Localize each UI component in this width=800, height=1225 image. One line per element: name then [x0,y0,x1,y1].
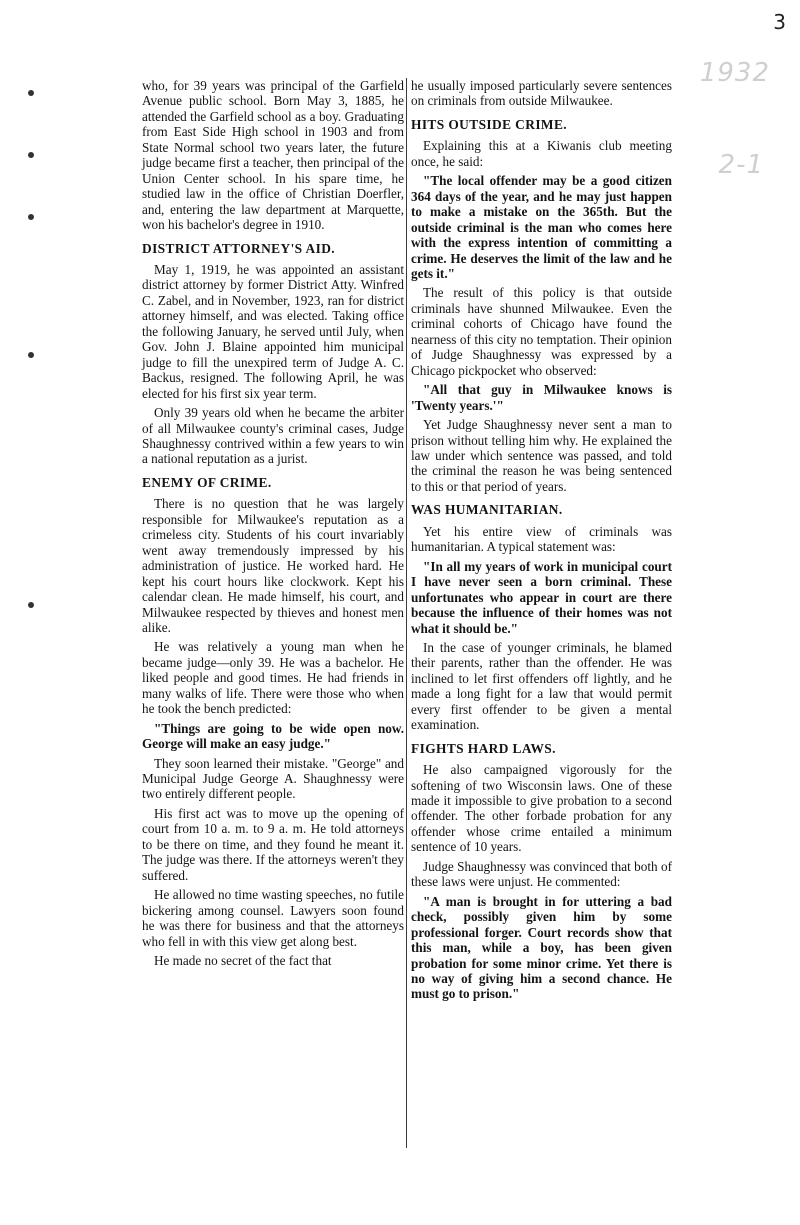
article-paragraph: Only 39 years old when he became the arbiter of all Milwaukee county's criminal cases, Judge Shaughnessy contrived within a few years to win a national reputation as a jurist. [142,405,404,467]
punch-hole-mark [28,602,34,608]
article-paragraph: His first act was to move up the opening of court from 10 a. m. to 9 a. m. He told attorneys to be there on time, and they found he meant it. The judge was there. If the attorneys weren't they suffered. [142,805,404,883]
punch-hole-mark [28,352,34,358]
article-paragraph: Yet Judge Shaughnessy never sent a man to prison without telling him why. He explained the law under which sentence was passed, and told the criminal the reason he was being sentenced to this or that period of years. [411,417,672,494]
article-paragraph: The result of this policy is that outside criminals have shunned Milwaukee. Even the criminal cohorts of Chicago have found the nearness of this city no temptation. Their opinion of Judge Shaughnessy was expressed by a Chicago pickpocket who observed: [411,285,672,378]
article-paragraph: who, for 39 years was principal of the Garfield Avenue public school. Born May 3, 1885, he attended the Garfield school as a boy. Graduating from East Side High school in 1903 and from State Normal school two years later, the future judge became first a teacher, then principal of the Union Center school. In his spare time, he studied law in the office of Christian Doerfler, and, entering the law department at Marquette, won his bachelor's degree in 1910. [142,78,404,233]
article-left-column [142,78,404,972]
quote-paragraph: "All that guy in Milwaukee knows is 'Twenty years.'" [411,382,672,413]
article-right-column [411,78,672,1006]
section-heading: ENEMY OF CRIME. [142,474,272,490]
quote-paragraph: "Things are going to be wide open now. George will make an easy judge." [142,720,404,752]
article-paragraph: He made no secret of the fact that [154,953,332,969]
punch-hole-mark [28,152,34,158]
section-heading: WAS HUMANITARIAN. [411,502,563,518]
article-paragraph: They soon learned their mistake. "George" and Municipal Judge George A. Shaughnessy were two entirely different people. [142,755,404,802]
article-paragraph: He allowed no time wasting speeches, no futile bickering among counsel. Lawyers soon found he was there for business and that the attorneys who fell in with this view get along best. [142,887,404,949]
article-paragraph: He was relatively a young man when he became judge—only 39. He was a bachelor. He liked people and good times. He had friends in many walks of life. There were those who when he took the bench predicted: [142,639,404,717]
article-paragraph: In the case of younger criminals, he blamed their parents, rather than the offender. He was inclined to let first offenders off lightly, and he made a long fight for a law that would permit every first offender to be given a mental examination. [411,639,672,733]
article-paragraph: Judge Shaughnessy was convinced that both of these laws were unjust. He commented: [411,858,672,890]
margin-note-2: 2-1 [718,150,764,180]
punch-hole-mark [28,214,34,220]
article-paragraph: Yet his entire view of criminals was humanitarian. A typical statement was: [411,523,672,555]
margin-note-1: 1932 [699,58,770,88]
article-paragraph: There is no question that he was largely responsible for Milwaukee's reputation as a crimeless city. Students of his court invariably went away tremendously impressed by his administration of justice. He worked hard. He kept his court hours like clockwork. Kept his calendar clean. He made himself, his court, and Milwaukee respected by thieves and honest men alike. [142,496,404,635]
article-paragraph: Explaining this at a Kiwanis club meeting once, he said: [411,138,672,169]
article-paragraph: May 1, 1919, he was appointed an assistant district attorney by former District Atty. Winfred C. Zabel, and in November, 1923, ran for district attorney himself, and was elected. Taking office the following January, he served until July, when Gov. John J. Blaine appointed him municipal judge to fill the unexpired term of Judge A. C. Backus, resigned. The following April, he was elected for his first six year term. [142,261,404,401]
quote-paragraph: "In all my years of work in municipal court I have never seen a born criminal. These unfortunates who appear in court are there because the influence of their homes was not what it should be." [411,558,672,636]
column-divider [406,78,407,1148]
section-heading: DISTRICT ATTORNEY'S AID. [142,240,336,256]
quote-paragraph: "A man is brought in for uttering a bad check, possibly given him by some professional forger. Court records show that this man, while a boy, has been given probation for some minor crime. Yet there is no way of giving him a second chance. He must go to prison." [411,893,672,1002]
quote-paragraph: "The local offender may be a good citizen 364 days of the year, and he may just happen to make a mistake on the 365th. But the outside criminal is the man who comes here with the express intention of committing a crime. He deserves the limit of the law and he gets it." [411,173,672,281]
article-paragraph: He also campaigned vigorously for the softening of two Wisconsin laws. One of these made it impossible to give probation to a second offender. The other forbade probation for any offender whose crime entailed a minimum sentence of 10 years. [411,762,672,855]
punch-hole-mark [28,90,34,96]
section-heading: FIGHTS HARD LAWS. [411,740,556,756]
section-heading: HITS OUTSIDE CRIME. [411,116,568,132]
page-number: 3 [773,10,786,34]
article-paragraph: he usually imposed particularly severe sentences on criminals from outside Milwaukee. [411,78,672,109]
